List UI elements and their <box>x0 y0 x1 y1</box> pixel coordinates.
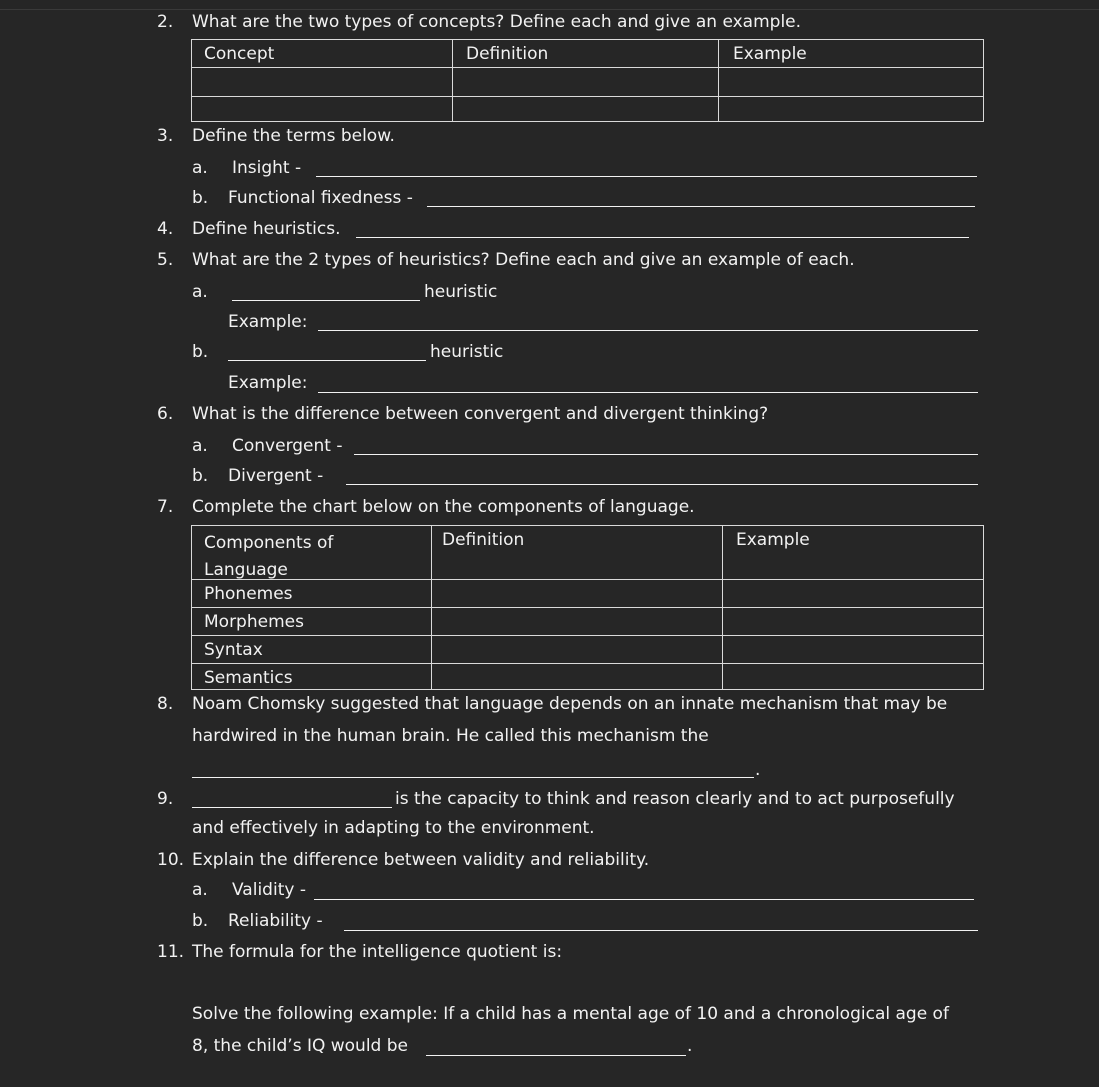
row-phonemes: Phonemes <box>204 584 293 604</box>
row-morphemes: Morphemes <box>204 612 304 632</box>
heuristics-answer-line[interactable] <box>356 237 969 238</box>
concept-cell[interactable] <box>192 68 451 95</box>
example-cell[interactable] <box>719 68 983 95</box>
q6a-term: Convergent - <box>232 436 343 456</box>
row-semantics: Semantics <box>204 668 293 688</box>
heuristic-type-b-line[interactable] <box>228 360 426 361</box>
functional-fixedness-answer-line[interactable] <box>427 206 975 207</box>
q3b-term: Functional fixedness - <box>228 188 413 208</box>
q3a-term: Insight - <box>232 158 302 178</box>
q10a-label: a. <box>192 880 208 900</box>
intelligence-term-answer-line[interactable] <box>192 807 392 808</box>
q3-prompt: Define the terms below. <box>192 126 395 146</box>
q11-solve-line1: Solve the following example: If a child has a mental age of 10 and a chronological age of <box>192 1004 949 1024</box>
q3a-label: a. <box>192 158 208 178</box>
q8-line2: hardwired in the human brain. He called this mechanism the <box>192 726 709 746</box>
q3-number: 3. <box>157 126 174 146</box>
concepts-header-example: Example <box>733 44 807 64</box>
definition-cell[interactable] <box>432 608 721 634</box>
q10a-term: Validity - <box>232 880 306 900</box>
heuristic-type-a-line[interactable] <box>232 300 420 301</box>
reliability-answer-line[interactable] <box>344 930 978 931</box>
q5a-heuristic-word: heuristic <box>424 282 498 302</box>
q6-number: 6. <box>157 404 174 424</box>
validity-answer-line[interactable] <box>314 899 974 900</box>
q2-number: 2. <box>157 12 174 32</box>
q10b-label: b. <box>192 911 209 931</box>
q6b-label: b. <box>192 466 209 486</box>
q11-prompt: The formula for the intelligence quotient is: <box>192 942 563 962</box>
definition-cell[interactable] <box>432 664 721 689</box>
q6a-label: a. <box>192 436 208 456</box>
q9-line2: and effectively in adapting to the environment. <box>192 818 595 838</box>
q10-number: 10. <box>157 850 185 870</box>
q6-prompt: What is the difference between convergent and divergent thinking? <box>192 404 769 424</box>
definition-cell[interactable] <box>453 97 717 121</box>
row-syntax: Syntax <box>204 640 263 660</box>
q11-solve-line2: 8, the child’s IQ would be <box>192 1036 408 1056</box>
example-cell[interactable] <box>719 97 983 121</box>
definition-cell[interactable] <box>432 580 721 606</box>
example-cell[interactable] <box>723 664 983 689</box>
q10-prompt: Explain the difference between validity and reliability. <box>192 850 650 870</box>
q5a-example-label: Example: <box>228 312 308 332</box>
convergent-answer-line[interactable] <box>354 454 978 455</box>
example-cell[interactable] <box>723 636 983 662</box>
q5-number: 5. <box>157 250 174 270</box>
q10b-term: Reliability - <box>228 911 323 931</box>
definition-cell[interactable] <box>432 636 721 662</box>
language-header-definition: Definition <box>442 530 525 550</box>
iq-answer-line[interactable] <box>426 1055 686 1056</box>
q8-number: 8. <box>157 694 174 714</box>
example-cell[interactable] <box>723 608 983 634</box>
q9-number: 9. <box>157 789 174 809</box>
q5-prompt: What are the 2 types of heuristics? Define each and give an example of each. <box>192 250 855 270</box>
q4-prompt: Define heuristics. <box>192 219 341 239</box>
q5a-label: a. <box>192 282 208 302</box>
q8-line1: Noam Chomsky suggested that language depends on an innate mechanism that may be <box>192 694 948 714</box>
concepts-header-definition: Definition <box>466 44 549 64</box>
q3b-label: b. <box>192 188 209 208</box>
q5b-heuristic-word: heuristic <box>430 342 504 362</box>
q7-prompt: Complete the chart below on the components of language. <box>192 497 695 517</box>
language-header-example: Example <box>736 530 810 550</box>
q5b-label: b. <box>192 342 209 362</box>
top-divider <box>0 9 1099 10</box>
q9-line1: is the capacity to think and reason clearly and to act purposefully <box>395 789 955 809</box>
q11-number: 11. <box>157 942 185 962</box>
language-header-components: Components of Language <box>204 533 334 580</box>
q5b-example-label: Example: <box>228 373 308 393</box>
q7-number: 7. <box>157 497 174 517</box>
q2-prompt: What are the two types of concepts? Define each and give an example. <box>192 12 802 32</box>
q11-end-period: . <box>687 1036 693 1056</box>
divergent-answer-line[interactable] <box>346 484 978 485</box>
definition-cell[interactable] <box>453 68 717 95</box>
chomsky-mechanism-answer-line[interactable] <box>192 777 754 778</box>
concept-cell[interactable] <box>192 97 451 121</box>
q6b-term: Divergent - <box>228 466 324 486</box>
q8-end-period: . <box>755 760 761 780</box>
concepts-header-concept: Concept <box>204 44 275 64</box>
heuristic-a-example-line[interactable] <box>318 330 978 331</box>
example-cell[interactable] <box>723 580 983 606</box>
heuristic-b-example-line[interactable] <box>318 392 978 393</box>
q4-number: 4. <box>157 219 174 239</box>
insight-answer-line[interactable] <box>316 176 977 177</box>
